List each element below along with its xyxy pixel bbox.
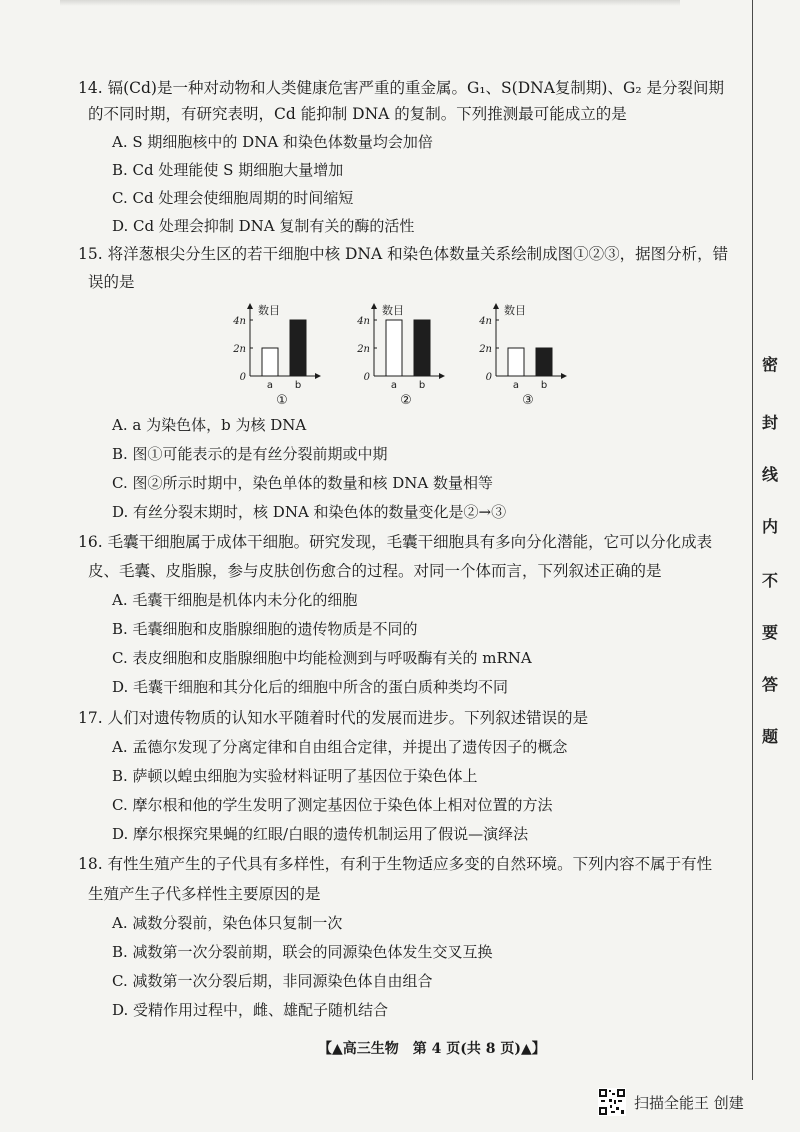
page-top-shadow bbox=[60, 0, 680, 6]
question-14-stem-line-1: 14. 镉(Cd)是一种对动物和人类健康危害严重的重金属。G₁、S(DNA复制期)、G₂ 是分裂间期 bbox=[78, 79, 724, 97]
bar-b bbox=[536, 348, 552, 376]
y-tick-label: 4n bbox=[357, 316, 370, 327]
bar-b bbox=[290, 320, 306, 376]
x-tick-label: b bbox=[418, 380, 426, 391]
y-tick-label: 0 bbox=[485, 372, 492, 383]
page-footer: 【▲高三生物 第 4 页(共 8 页)▲】 bbox=[318, 1041, 546, 1057]
y-tick-label: 0 bbox=[363, 372, 370, 383]
question-17-option-d: D. 摩尔根探究果蝇的红眼/白眼的遗传机制运用了假说—演绎法 bbox=[112, 825, 529, 843]
x-tick-label: b bbox=[294, 380, 302, 391]
seal-char: 内 bbox=[762, 517, 779, 536]
qr-code-icon bbox=[598, 1088, 626, 1116]
question-18-option-a: A. 减数分裂前，染色体只复制一次 bbox=[112, 914, 343, 932]
question-16-option-d: D. 毛囊干细胞和其分化后的细胞中所含的蛋白质种类均不同 bbox=[112, 678, 509, 696]
question-15-stem-line-1: 15. 将洋葱根尖分生区的若干细胞中核 DNA 和染色体数量关系绘制成图①②③，据图分析，错 bbox=[78, 245, 729, 263]
x-tick-label: a bbox=[512, 380, 520, 391]
y-tick-label: 4n bbox=[479, 316, 492, 327]
x-tick-label: a bbox=[390, 380, 398, 391]
question-14-option-b: B. Cd 处理能使 S 期细胞大量增加 bbox=[112, 161, 344, 179]
question-18-stem-line-1: 18. 有性生殖产生的子代具有多样性，有利于生物适应多变的自然环境。下列内容不属于有性 bbox=[78, 855, 713, 873]
question-14-option-a: A. S 期细胞核中的 DNA 和染色体数量均会加倍 bbox=[112, 133, 433, 151]
question-15-option-a: A. a 为染色体，b 为核 DNA bbox=[112, 416, 307, 434]
x-tick-label: a bbox=[266, 380, 274, 391]
chart-title: ① bbox=[276, 393, 288, 408]
seal-char: 要 bbox=[762, 623, 779, 642]
scanner-watermark bbox=[598, 1087, 744, 1117]
x-tick-label: b bbox=[540, 380, 548, 391]
question-15-stem-line-2: 误的是 bbox=[88, 273, 135, 291]
chart-title: ③ bbox=[522, 393, 534, 408]
question-17-stem-line-1: 17. 人们对遗传物质的认知水平随着时代的发展而进步。下列叙述错误的是 bbox=[78, 709, 589, 727]
scanner-label: 扫描全能王 创建 bbox=[634, 1093, 744, 1112]
y-tick-label: 2n bbox=[357, 344, 370, 355]
binding-line bbox=[752, 0, 753, 1080]
question-15-option-b: B. 图①可能表示的是有丝分裂前期或中期 bbox=[112, 445, 388, 463]
seal-char: 密 bbox=[762, 355, 779, 374]
bar-a bbox=[508, 348, 524, 376]
question-16-option-a: A. 毛囊干细胞是机体内未分化的细胞 bbox=[112, 591, 358, 609]
y-axis-label: 数目 bbox=[504, 304, 526, 317]
question-17-option-b: B. 萨顿以蝗虫细胞为实验材料证明了基因位于染色体上 bbox=[112, 767, 478, 785]
seal-char: 线 bbox=[762, 465, 779, 484]
question-16-option-c: C. 表皮细胞和皮脂腺细胞中均能检测到与呼吸酶有关的 mRNA bbox=[112, 649, 532, 667]
dna-chromosome-charts bbox=[228, 296, 588, 412]
question-18-option-b: B. 减数第一次分裂前期，联会的同源染色体发生交叉互换 bbox=[112, 943, 493, 961]
seal-char: 题 bbox=[762, 727, 779, 746]
question-18-option-c: C. 减数第一次分裂后期，非同源染色体自由组合 bbox=[112, 972, 433, 990]
seal-line-text bbox=[754, 350, 800, 770]
y-tick-label: 4n bbox=[233, 316, 246, 327]
question-18-stem-line-2: 生殖产生子代多样性主要原因的是 bbox=[88, 885, 321, 903]
seal-char: 封 bbox=[762, 413, 779, 432]
question-16-stem-line-1: 16. 毛囊干细胞属于成体干细胞。研究发现，毛囊干细胞具有多向分化潜能，它可以分化成表 bbox=[78, 533, 713, 551]
chart-1 bbox=[232, 303, 318, 408]
y-axis-label: 数目 bbox=[258, 304, 280, 317]
question-17-option-c: C. 摩尔根和他的学生发明了测定基因位于染色体上相对位置的方法 bbox=[112, 796, 553, 814]
question-18-option-d: D. 受精作用过程中，雌、雄配子随机结合 bbox=[112, 1001, 389, 1019]
y-axis-label: 数目 bbox=[382, 304, 404, 317]
chart-3 bbox=[478, 303, 564, 408]
question-16-option-b: B. 毛囊细胞和皮脂腺细胞的遗传物质是不同的 bbox=[112, 620, 418, 638]
charts-svg bbox=[228, 296, 588, 412]
question-15-option-d: D. 有丝分裂末期时，核 DNA 和染色体的数量变化是②→③ bbox=[112, 503, 507, 521]
seal-char: 不 bbox=[762, 571, 779, 590]
question-14-stem-line-2: 的不同时期，有研究表明，Cd 能抑制 DNA 的复制。下列推测最可能成立的是 bbox=[88, 105, 627, 123]
question-15-option-c: C. 图②所示时期中，染色单体的数量和核 DNA 数量相等 bbox=[112, 474, 494, 492]
seal-char: 答 bbox=[762, 675, 779, 694]
question-16-stem-line-2: 皮、毛囊、皮脂腺，参与皮肤创伤愈合的过程。对同一个体而言，下列叙述正确的是 bbox=[88, 562, 662, 580]
bar-a bbox=[262, 348, 278, 376]
question-17-option-a: A. 孟德尔发现了分离定律和自由组合定律，并提出了遗传因子的概念 bbox=[112, 738, 568, 756]
question-14-option-c: C. Cd 处理会使细胞周期的时间缩短 bbox=[112, 189, 354, 207]
bar-b bbox=[414, 320, 430, 376]
chart-title: ② bbox=[400, 393, 412, 408]
question-14-option-d: D. Cd 处理会抑制 DNA 复制有关的酶的活性 bbox=[112, 217, 415, 235]
y-tick-label: 2n bbox=[479, 344, 492, 355]
bar-a bbox=[386, 320, 402, 376]
y-tick-label: 2n bbox=[233, 344, 246, 355]
chart-2 bbox=[356, 303, 442, 408]
y-tick-label: 0 bbox=[239, 372, 246, 383]
